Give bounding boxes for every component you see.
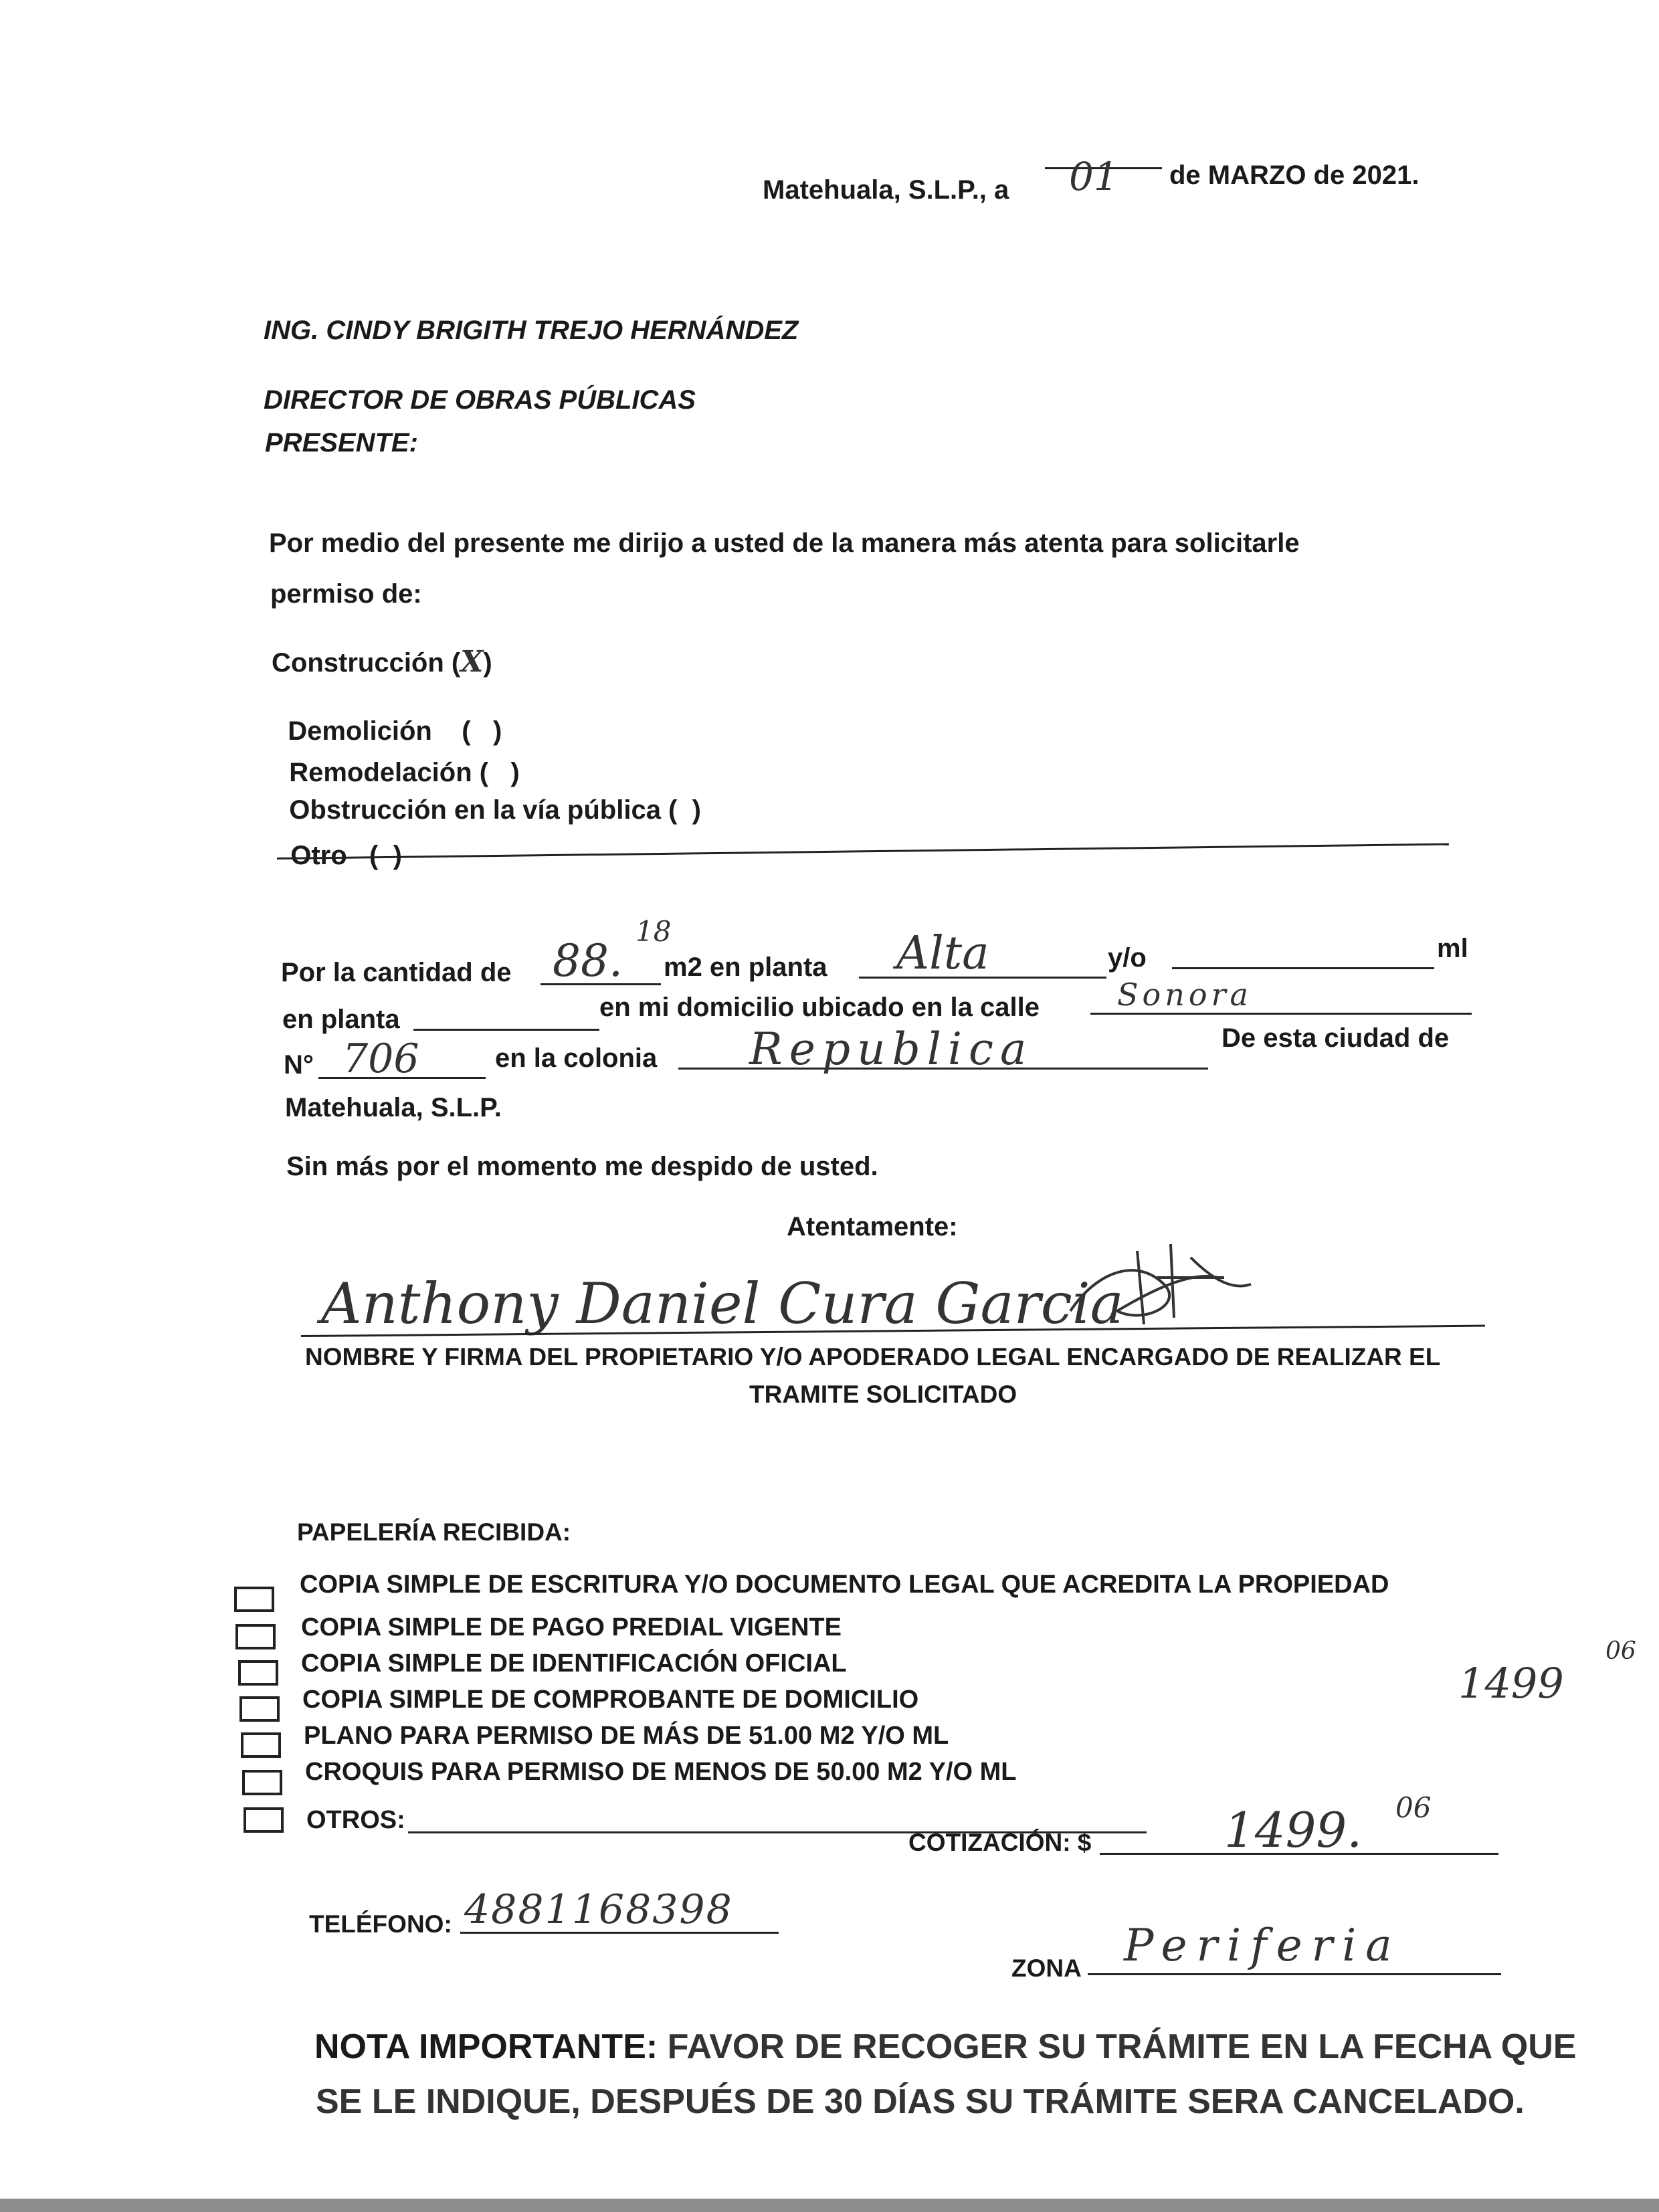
calle-line bbox=[1090, 1013, 1472, 1015]
doc-item-escritura: COPIA SIMPLE DE ESCRITURA Y/O DOCUMENTO LEGAL QUE ACREDITA LA PROPIEDAD bbox=[300, 1571, 1389, 1599]
calle-handwritten: Sonora bbox=[1117, 977, 1252, 1013]
addressee-presente: PRESENTE: bbox=[265, 428, 418, 458]
option-label: Construcción ( bbox=[272, 648, 461, 678]
domicilio-label: en mi domicilio ubicado en la calle bbox=[599, 993, 1040, 1022]
addressee-name: ING. CINDY BRIGITH TREJO HERNÁNDEZ bbox=[264, 316, 799, 345]
signature-caption-2: TRAMITE SOLICITADO bbox=[749, 1381, 1017, 1408]
option-close: ) bbox=[492, 716, 502, 746]
doc-item-predial: COPIA SIMPLE DE PAGO PREDIAL VIGENTE bbox=[301, 1613, 842, 1641]
ciudad-label: De esta ciudad de bbox=[1222, 1023, 1450, 1053]
num-handwritten: 706 bbox=[343, 1035, 419, 1082]
date-day-handwritten: 01 bbox=[1069, 154, 1118, 199]
doc-checkbox-predial[interactable] bbox=[235, 1624, 276, 1649]
planta-handwritten: Alta bbox=[896, 927, 989, 980]
doc-checkbox-croquis[interactable] bbox=[242, 1770, 282, 1795]
option-label: Remodelación ( bbox=[289, 758, 489, 787]
option-close: ) bbox=[692, 795, 701, 825]
cotizacion-label: COTIZACIÓN: $ bbox=[908, 1829, 1092, 1856]
request-line-2: permiso de: bbox=[270, 579, 422, 609]
colonia-handwritten: Republica bbox=[749, 1023, 1034, 1075]
ml-label: ml bbox=[1437, 934, 1468, 963]
qty-decimal-handwritten: 18 bbox=[636, 915, 672, 948]
cotizacion-sup-handwritten: 06 bbox=[1395, 1791, 1432, 1824]
option-label: Otro ( bbox=[290, 841, 379, 870]
papeleria-title: PAPELERÍA RECIBIDA: bbox=[297, 1518, 571, 1546]
option-check-mark: X bbox=[460, 645, 484, 679]
option-label: Demolición ( bbox=[288, 716, 471, 746]
addressee-position: DIRECTOR DE OBRAS PÚBLICAS bbox=[264, 385, 696, 415]
qty-label: Por la cantidad de bbox=[281, 958, 512, 987]
cotizacion-handwritten: 1499. bbox=[1224, 1802, 1363, 1858]
option-close: ) bbox=[483, 648, 492, 678]
option-label: Obstrucción en la vía pública ( bbox=[289, 795, 678, 825]
request-line-1: Por medio del presente me dirijo a usted de la manera más atenta para solicitarle bbox=[269, 528, 1300, 558]
en-planta-label: en planta bbox=[282, 1005, 400, 1034]
nota-line-1 bbox=[314, 2027, 1576, 2067]
num-label: N° bbox=[284, 1050, 314, 1080]
qty-handwritten: 88. bbox=[553, 935, 623, 987]
otro-specify-line bbox=[277, 843, 1449, 860]
doc-item-domicilio: COPIA SIMPLE DE COMPROBANTE DE DOMICILIO bbox=[302, 1686, 919, 1714]
colonia-label: en la colonia bbox=[495, 1043, 658, 1073]
nota-text-1: FAVOR DE RECOGER SU TRÁMITE EN LA FECHA QUE bbox=[667, 2027, 1577, 2066]
doc-checkbox-plano[interactable] bbox=[241, 1732, 281, 1758]
signature-caption-1: NOMBRE Y FIRMA DEL PROPIETARIO Y/O APODERADO LEGAL ENCARGADO DE REALIZAR EL bbox=[305, 1343, 1441, 1371]
option-otro bbox=[276, 811, 402, 871]
doc-item-plano: PLANO PARA PERMISO DE MÁS DE 51.00 M2 Y/O ML bbox=[304, 1722, 949, 1750]
telefono-handwritten: 4881168398 bbox=[464, 1886, 733, 1933]
doc-checkbox-domicilio[interactable] bbox=[239, 1696, 280, 1722]
scan-bottom-edge bbox=[0, 2199, 1659, 2212]
date-place-label: Matehuala, S.L.P., a bbox=[763, 175, 1009, 205]
zona-line bbox=[1088, 1973, 1501, 1975]
margin-note-sup: 06 bbox=[1605, 1637, 1636, 1665]
doc-checkbox-identificacion[interactable] bbox=[238, 1660, 278, 1686]
option-close: ) bbox=[510, 758, 520, 787]
closing-text: Sin más por el momento me despido de usted. bbox=[286, 1152, 878, 1181]
doc-checkbox-escritura[interactable] bbox=[234, 1587, 274, 1612]
atentamente-label: Atentamente: bbox=[787, 1212, 958, 1241]
nota-text-2: SE LE INDIQUE, DESPUÉS DE 30 DÍAS SU TRÁMITE SERA CANCELADO. bbox=[316, 2082, 1525, 2121]
zona-label: ZONA bbox=[1011, 1954, 1082, 1982]
date-suffix: de MARZO de 2021. bbox=[1169, 161, 1420, 190]
doc-checkbox-otros[interactable] bbox=[243, 1807, 284, 1833]
option-construccion bbox=[272, 645, 492, 679]
doc-item-croquis: CROQUIS PARA PERMISO DE MENOS DE 50.00 M2 Y/O ML bbox=[305, 1758, 1017, 1786]
nota-label: NOTA IMPORTANTE: bbox=[314, 2027, 658, 2066]
en-planta-line bbox=[413, 1029, 599, 1031]
doc-item-otros: OTROS: bbox=[306, 1806, 405, 1834]
telefono-label: TELÉFONO: bbox=[309, 1910, 452, 1938]
city-label: Matehuala, S.L.P. bbox=[285, 1093, 502, 1122]
doc-item-identificacion: COPIA SIMPLE DE IDENTIFICACIÓN OFICIAL bbox=[301, 1649, 847, 1678]
m2-label: m2 en planta bbox=[664, 952, 827, 982]
signature-scribble bbox=[1057, 1231, 1258, 1338]
yo-label: y/o bbox=[1108, 943, 1147, 973]
option-close: ) bbox=[393, 841, 402, 870]
signature-name-handwritten: Anthony Daniel Cura Garcia bbox=[321, 1271, 1124, 1336]
margin-note-handwritten: 1499 bbox=[1458, 1659, 1564, 1708]
ml-line bbox=[1172, 967, 1434, 969]
zona-handwritten: Periferia bbox=[1124, 1920, 1401, 1971]
